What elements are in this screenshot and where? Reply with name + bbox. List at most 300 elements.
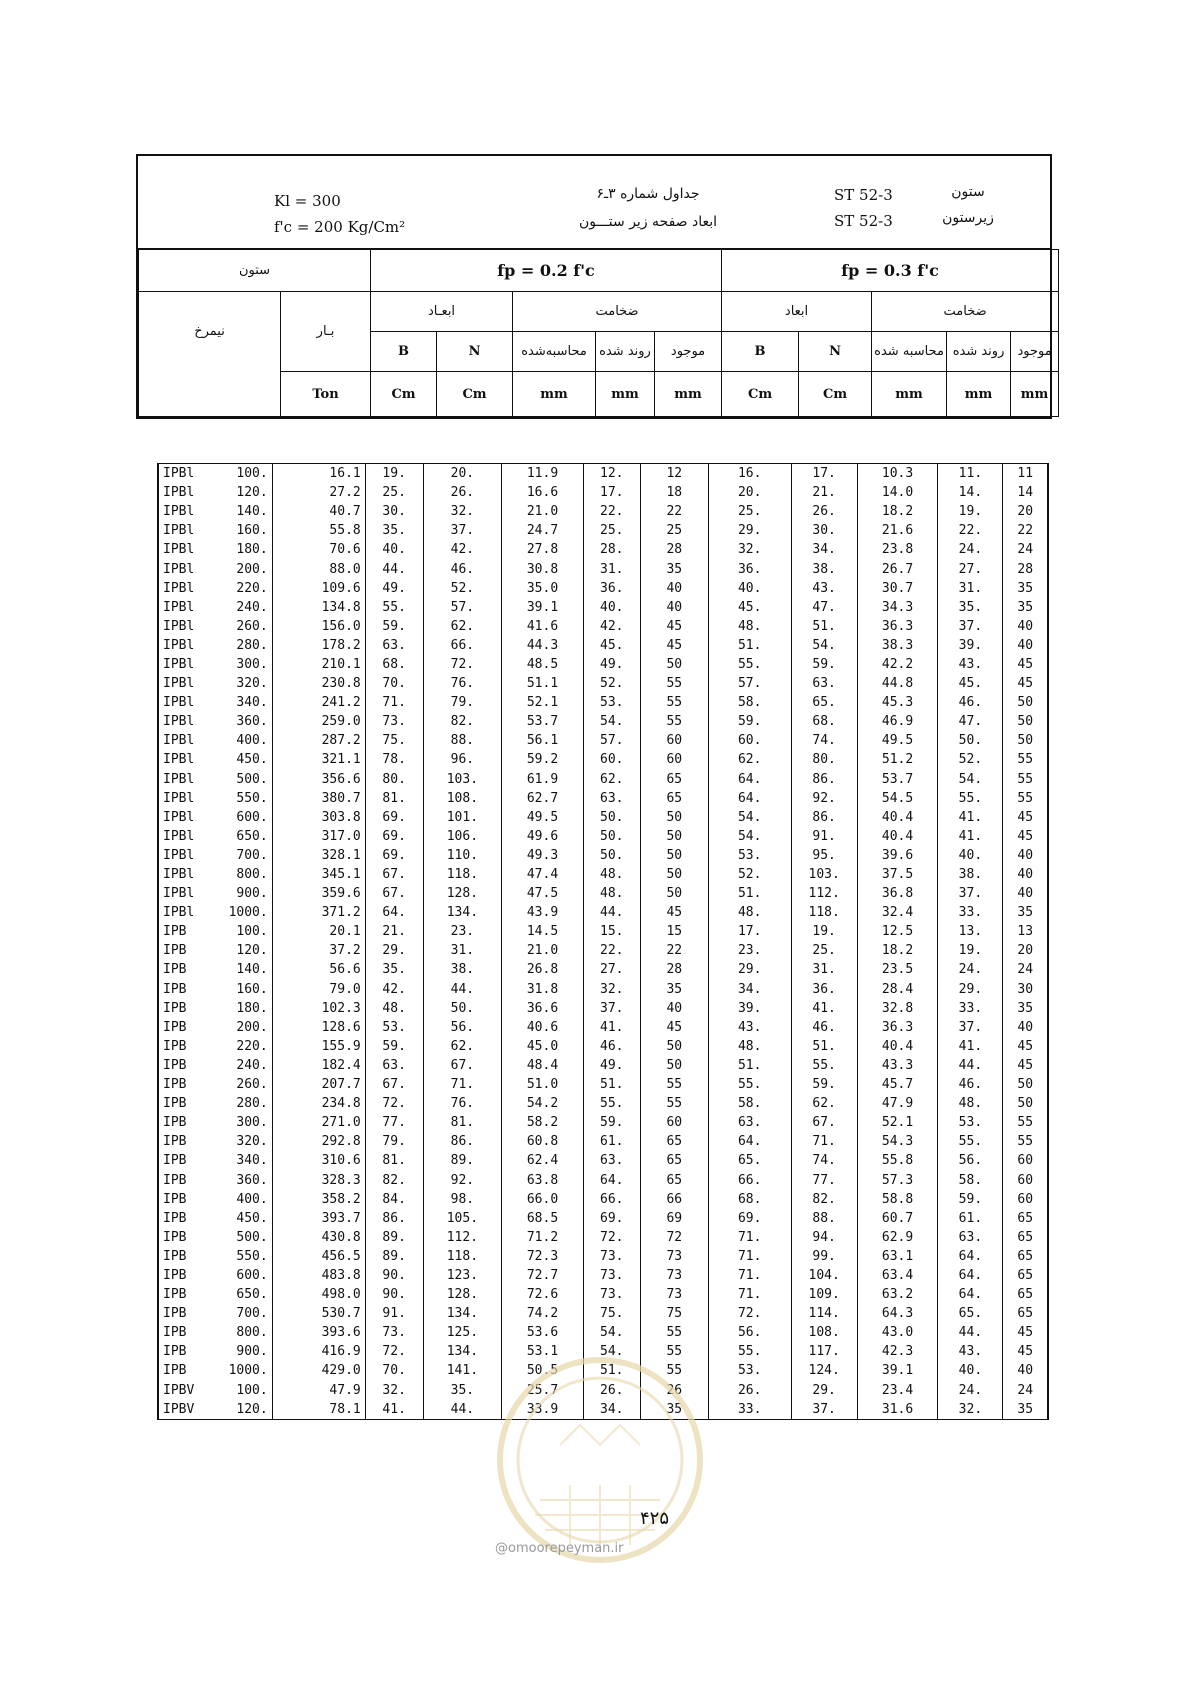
exist1-cell: 45: [640, 617, 708, 636]
b2-cell: 56.: [708, 1323, 791, 1342]
calc2-cell: 30.7: [857, 579, 938, 598]
b1-cell: 86.: [365, 1209, 423, 1228]
b1-cell: 32.: [365, 1381, 423, 1400]
load-cell: 321.1: [272, 750, 365, 769]
calc2-cell: 38.3: [857, 636, 938, 655]
n1-cell: 26.: [423, 483, 502, 502]
calc1-cell: 45.0: [502, 1037, 584, 1056]
calc1-cell: 74.2: [502, 1304, 584, 1323]
n1-cell: 42.: [423, 540, 502, 559]
calc1-cell: 58.2: [502, 1113, 584, 1132]
round2-cell: 41.: [938, 1037, 1003, 1056]
load-cell: 178.2: [272, 636, 365, 655]
b1-cell: 69.: [365, 846, 423, 865]
table-row: [159, 1266, 1048, 1285]
exist1-cell: 35: [640, 1400, 708, 1419]
size-cell: 120.: [206, 941, 272, 960]
exist1-cell: 60: [640, 750, 708, 769]
b2-cell: 64.: [708, 789, 791, 808]
exist1-cell: 73: [640, 1266, 708, 1285]
table-row: [159, 464, 1048, 483]
n2-cell: 88.: [791, 1209, 857, 1228]
n2-cell: 68.: [791, 712, 857, 731]
n1-cell: 32.: [423, 502, 502, 521]
calc2-cell: 10.3: [857, 464, 938, 483]
size-cell: 550.: [206, 789, 272, 808]
b2-cell: 71.: [708, 1228, 791, 1247]
calc-unit-2: mm: [872, 372, 947, 417]
round2-cell: 24.: [938, 540, 1003, 559]
b2-cell: 71.: [708, 1247, 791, 1266]
profile-cell: IPBl: [159, 579, 207, 598]
round2-cell: 64.: [938, 1285, 1003, 1304]
round1-cell: 48.: [583, 884, 640, 903]
round2-cell: 37.: [938, 884, 1003, 903]
round2-cell: 65.: [938, 1304, 1003, 1323]
n1-cell: 72.: [423, 655, 502, 674]
load-cell: 47.9: [272, 1381, 365, 1400]
table-row: [159, 903, 1048, 922]
calc1-cell: 41.6: [502, 617, 584, 636]
profile-cell: IPBl: [159, 808, 207, 827]
b1-cell: 55.: [365, 598, 423, 617]
n2-cell: 82.: [791, 1190, 857, 1209]
table-row: [159, 846, 1048, 865]
size-cell: 120.: [206, 1400, 272, 1419]
round2-cell: 63.: [938, 1228, 1003, 1247]
n2-cell: 29.: [791, 1381, 857, 1400]
n1-cell: 103.: [423, 770, 502, 789]
calc1-cell: 72.6: [502, 1285, 584, 1304]
size-cell: 220.: [206, 579, 272, 598]
b1-cell: 67.: [365, 865, 423, 884]
load-cell: 70.6: [272, 540, 365, 559]
b1-cell: 40.: [365, 540, 423, 559]
table-row: [159, 1018, 1048, 1037]
exist1-cell: 55: [640, 1075, 708, 1094]
round2-cell: 55.: [938, 1132, 1003, 1151]
table-row: [159, 1247, 1048, 1266]
load-cell: 78.1: [272, 1400, 365, 1419]
b1-cell: 81.: [365, 1151, 423, 1170]
b2-cell: 34.: [708, 980, 791, 999]
round1-cell: 72.: [583, 1228, 640, 1247]
table-row: [159, 712, 1048, 731]
profile-cell: IPBl: [159, 598, 207, 617]
calc1-cell: 72.3: [502, 1247, 584, 1266]
exist2-cell: 65: [1003, 1209, 1048, 1228]
steel-column: ST 52-3: [834, 186, 893, 204]
exist2-cell: 45: [1003, 1056, 1048, 1075]
table-row: [159, 865, 1048, 884]
b1-cell: 63.: [365, 636, 423, 655]
calc-header-1: محاسبه‌شده: [513, 332, 596, 372]
calc2-cell: 64.3: [857, 1304, 938, 1323]
exist-unit-2: mm: [1011, 372, 1059, 417]
n1-cell: 101.: [423, 808, 502, 827]
b2-cell: 32.: [708, 540, 791, 559]
steel-column-label: ستون: [951, 184, 985, 200]
round1-cell: 25.: [583, 521, 640, 540]
load-cell: 359.6: [272, 884, 365, 903]
table-row: [159, 1094, 1048, 1113]
n1-cell: 82.: [423, 712, 502, 731]
calc2-cell: 32.4: [857, 903, 938, 922]
b2-cell: 68.: [708, 1190, 791, 1209]
round1-cell: 69.: [583, 1209, 640, 1228]
b-header-2: B: [722, 332, 799, 372]
calc1-cell: 62.7: [502, 789, 584, 808]
calc1-cell: 49.3: [502, 846, 584, 865]
b1-cell: 68.: [365, 655, 423, 674]
b2-cell: 53.: [708, 846, 791, 865]
n1-cell: 128.: [423, 1285, 502, 1304]
profile-cell: IPBl: [159, 655, 207, 674]
load-cell: 241.2: [272, 693, 365, 712]
exist1-cell: 65: [640, 1132, 708, 1151]
n2-cell: 63.: [791, 674, 857, 693]
exist2-cell: 40: [1003, 865, 1048, 884]
load-cell: 498.0: [272, 1285, 365, 1304]
b1-cell: 63.: [365, 1056, 423, 1075]
exist2-cell: 65: [1003, 1228, 1048, 1247]
round2-cell: 33.: [938, 999, 1003, 1018]
exist2-cell: 50: [1003, 1094, 1048, 1113]
profile-cell: IPB: [159, 960, 207, 979]
b1-cell: 21.: [365, 922, 423, 941]
load-cell: 16.1: [272, 464, 365, 483]
round1-cell: 44.: [583, 903, 640, 922]
exist2-cell: 40: [1003, 884, 1048, 903]
b1-cell: 59.: [365, 617, 423, 636]
size-cell: 180.: [206, 540, 272, 559]
round2-cell: 53.: [938, 1113, 1003, 1132]
load-unit: Ton: [281, 372, 371, 417]
exist2-cell: 14: [1003, 483, 1048, 502]
b1-cell: 67.: [365, 1075, 423, 1094]
exist2-cell: 65: [1003, 1304, 1048, 1323]
exist1-cell: 65: [640, 1151, 708, 1170]
round1-cell: 22.: [583, 941, 640, 960]
n-header-2: N: [799, 332, 872, 372]
n2-cell: 99.: [791, 1247, 857, 1266]
calc1-cell: 63.8: [502, 1170, 584, 1189]
round1-cell: 41.: [583, 1018, 640, 1037]
b1-cell: 90.: [365, 1266, 423, 1285]
round1-cell: 12.: [583, 464, 640, 483]
exist2-cell: 45: [1003, 1342, 1048, 1361]
round1-cell: 73.: [583, 1247, 640, 1266]
round2-cell: 44.: [938, 1323, 1003, 1342]
n1-cell: 134.: [423, 903, 502, 922]
table-row: [159, 827, 1048, 846]
calc1-cell: 53.7: [502, 712, 584, 731]
n1-cell: 105.: [423, 1209, 502, 1228]
round1-cell: 75.: [583, 1304, 640, 1323]
n2-cell: 65.: [791, 693, 857, 712]
size-cell: 400.: [206, 1190, 272, 1209]
exist1-cell: 22: [640, 941, 708, 960]
exist1-cell: 60: [640, 1113, 708, 1132]
exist2-cell: 35: [1003, 903, 1048, 922]
exist1-cell: 50: [640, 808, 708, 827]
profile-cell: IPB: [159, 1323, 207, 1342]
calc2-cell: 31.6: [857, 1400, 938, 1419]
table-row: [159, 1132, 1048, 1151]
n2-cell: 104.: [791, 1266, 857, 1285]
table-row: [159, 674, 1048, 693]
exist2-cell: 40: [1003, 636, 1048, 655]
n1-cell: 86.: [423, 1132, 502, 1151]
round2-cell: 44.: [938, 1056, 1003, 1075]
b2-cell: 64.: [708, 770, 791, 789]
b1-cell: 70.: [365, 1361, 423, 1380]
exist1-cell: 55: [640, 1342, 708, 1361]
round-unit-1: mm: [596, 372, 655, 417]
n2-cell: 67.: [791, 1113, 857, 1132]
b2-cell: 26.: [708, 1381, 791, 1400]
b1-cell: 72.: [365, 1094, 423, 1113]
calc2-cell: 54.5: [857, 789, 938, 808]
exist2-cell: 28: [1003, 559, 1048, 578]
n1-cell: 108.: [423, 789, 502, 808]
table-row: [159, 980, 1048, 999]
calc2-cell: 49.5: [857, 731, 938, 750]
profile-unit-blank: [139, 372, 281, 417]
round1-cell: 27.: [583, 960, 640, 979]
size-cell: 400.: [206, 731, 272, 750]
n2-cell: 43.: [791, 579, 857, 598]
size-cell: 500.: [206, 770, 272, 789]
exist1-cell: 28: [640, 960, 708, 979]
b2-cell: 43.: [708, 1018, 791, 1037]
round1-cell: 45.: [583, 636, 640, 655]
exist1-cell: 45: [640, 636, 708, 655]
round2-cell: 33.: [938, 903, 1003, 922]
b2-cell: 40.: [708, 579, 791, 598]
round1-cell: 59.: [583, 1113, 640, 1132]
calc1-cell: 52.1: [502, 693, 584, 712]
n1-cell: 31.: [423, 941, 502, 960]
exist1-cell: 75: [640, 1304, 708, 1323]
calc2-cell: 63.1: [857, 1247, 938, 1266]
round1-cell: 57.: [583, 731, 640, 750]
profile-cell: IPBl: [159, 846, 207, 865]
b1-cell: 82.: [365, 1170, 423, 1189]
profile-cell: IPB: [159, 1056, 207, 1075]
exist1-cell: 60: [640, 731, 708, 750]
b2-cell: 48.: [708, 1037, 791, 1056]
n2-cell: 41.: [791, 999, 857, 1018]
b2-cell: 71.: [708, 1266, 791, 1285]
b1-cell: 35.: [365, 960, 423, 979]
load-cell: 27.2: [272, 483, 365, 502]
size-cell: 160.: [206, 521, 272, 540]
b1-cell: 91.: [365, 1304, 423, 1323]
round1-cell: 54.: [583, 712, 640, 731]
round2-cell: 54.: [938, 770, 1003, 789]
n1-cell: 56.: [423, 1018, 502, 1037]
b2-cell: 55.: [708, 1075, 791, 1094]
b1-cell: 78.: [365, 750, 423, 769]
exist2-cell: 40: [1003, 1018, 1048, 1037]
profile-cell: IPB: [159, 1113, 207, 1132]
b2-cell: 16.: [708, 464, 791, 483]
load-cell: 483.8: [272, 1266, 365, 1285]
exist1-cell: 22: [640, 502, 708, 521]
table-row: [159, 941, 1048, 960]
round1-cell: 22.: [583, 502, 640, 521]
load-cell: 234.8: [272, 1094, 365, 1113]
load-cell: 88.0: [272, 559, 365, 578]
n2-cell: 77.: [791, 1170, 857, 1189]
n1-cell: 118.: [423, 865, 502, 884]
size-cell: 650.: [206, 1285, 272, 1304]
round2-cell: 55.: [938, 789, 1003, 808]
b2-cell: 51.: [708, 636, 791, 655]
b1-cell: 69.: [365, 827, 423, 846]
exist2-cell: 50: [1003, 1075, 1048, 1094]
round1-cell: 54.: [583, 1342, 640, 1361]
b1-cell: 81.: [365, 789, 423, 808]
exist2-cell: 13: [1003, 922, 1048, 941]
calc1-cell: 51.0: [502, 1075, 584, 1094]
column-header: ستون: [139, 250, 371, 292]
round2-cell: 61.: [938, 1209, 1003, 1228]
load-cell: 456.5: [272, 1247, 365, 1266]
n-unit-2: Cm: [799, 372, 872, 417]
k1-label: Kl = 300: [274, 192, 341, 210]
b2-cell: 54.: [708, 827, 791, 846]
table-row: [159, 579, 1048, 598]
dims-header-1: ابعـاد: [371, 292, 513, 332]
calc2-cell: 43.0: [857, 1323, 938, 1342]
n1-cell: 81.: [423, 1113, 502, 1132]
exist2-cell: 65: [1003, 1285, 1048, 1304]
exist1-cell: 55: [640, 674, 708, 693]
exist1-cell: 73: [640, 1285, 708, 1304]
exist2-cell: 50: [1003, 712, 1048, 731]
calc1-cell: 48.5: [502, 655, 584, 674]
n1-cell: 46.: [423, 559, 502, 578]
size-cell: 1000.: [206, 1361, 272, 1380]
profile-cell: IPBl: [159, 636, 207, 655]
load-cell: 310.6: [272, 1151, 365, 1170]
size-cell: 700.: [206, 1304, 272, 1323]
round1-cell: 50.: [583, 846, 640, 865]
calc1-cell: 72.7: [502, 1266, 584, 1285]
b1-cell: 30.: [365, 502, 423, 521]
data-grid: [158, 464, 1048, 1419]
profile-cell: IPBl: [159, 731, 207, 750]
size-cell: 240.: [206, 598, 272, 617]
size-cell: 360.: [206, 1170, 272, 1189]
round1-cell: 37.: [583, 999, 640, 1018]
profile-cell: IPB: [159, 1190, 207, 1209]
exist1-cell: 50: [640, 655, 708, 674]
table-row: [159, 617, 1048, 636]
table-row: [159, 770, 1048, 789]
calc2-cell: 18.2: [857, 502, 938, 521]
round2-cell: 27.: [938, 559, 1003, 578]
b1-cell: 75.: [365, 731, 423, 750]
load-cell: 230.8: [272, 674, 365, 693]
data-rows: [159, 464, 1048, 1419]
n1-cell: 38.: [423, 960, 502, 979]
table-row: [159, 1075, 1048, 1094]
round2-cell: 40.: [938, 846, 1003, 865]
load-cell: 430.8: [272, 1228, 365, 1247]
size-cell: 160.: [206, 980, 272, 999]
n2-cell: 62.: [791, 1094, 857, 1113]
round2-cell: 19.: [938, 941, 1003, 960]
n1-cell: 37.: [423, 521, 502, 540]
table-row: [159, 655, 1048, 674]
b2-cell: 58.: [708, 1094, 791, 1113]
n1-cell: 89.: [423, 1151, 502, 1170]
load-cell: 155.9: [272, 1037, 365, 1056]
b2-cell: 54.: [708, 808, 791, 827]
size-cell: 300.: [206, 655, 272, 674]
calc1-cell: 35.0: [502, 579, 584, 598]
exist-header-2: موجود: [1011, 332, 1059, 372]
round2-cell: 64.: [938, 1266, 1003, 1285]
profile-cell: IPBl: [159, 617, 207, 636]
calc2-cell: 39.6: [857, 846, 938, 865]
fp-02-header: fp = 0.2 f'c: [371, 250, 722, 292]
profile-cell: IPB: [159, 1342, 207, 1361]
n1-cell: 23.: [423, 922, 502, 941]
round2-cell: 24.: [938, 960, 1003, 979]
dims-header-2: ابعاد: [722, 292, 872, 332]
round2-cell: 48.: [938, 1094, 1003, 1113]
round1-cell: 62.: [583, 770, 640, 789]
exist1-cell: 72: [640, 1228, 708, 1247]
profile-cell: IPBl: [159, 884, 207, 903]
calc2-cell: 34.3: [857, 598, 938, 617]
size-cell: 180.: [206, 999, 272, 1018]
load-cell: 259.0: [272, 712, 365, 731]
round2-cell: 64.: [938, 1247, 1003, 1266]
n2-cell: 112.: [791, 884, 857, 903]
b2-cell: 62.: [708, 750, 791, 769]
round2-cell: 39.: [938, 636, 1003, 655]
n2-cell: 86.: [791, 770, 857, 789]
round2-cell: 46.: [938, 693, 1003, 712]
round2-cell: 14.: [938, 483, 1003, 502]
b1-cell: 64.: [365, 903, 423, 922]
b2-cell: 63.: [708, 1113, 791, 1132]
b2-cell: 64.: [708, 1132, 791, 1151]
calc1-cell: 11.9: [502, 464, 584, 483]
calc2-cell: 53.7: [857, 770, 938, 789]
calc-header-2: محاسبه شده: [872, 332, 947, 372]
exist1-cell: 12: [640, 464, 708, 483]
b2-cell: 66.: [708, 1170, 791, 1189]
exist-header-1: موجود: [655, 332, 722, 372]
n1-cell: 112.: [423, 1228, 502, 1247]
n2-cell: 103.: [791, 865, 857, 884]
calc1-cell: 51.1: [502, 674, 584, 693]
table-row: [159, 483, 1048, 502]
calc1-cell: 60.8: [502, 1132, 584, 1151]
fc-label: f'c = 200 Kg/Cm²: [274, 218, 406, 236]
round1-cell: 36.: [583, 579, 640, 598]
calc1-cell: 44.3: [502, 636, 584, 655]
size-cell: 550.: [206, 1247, 272, 1266]
exist2-cell: 50: [1003, 693, 1048, 712]
b1-cell: 79.: [365, 1132, 423, 1151]
